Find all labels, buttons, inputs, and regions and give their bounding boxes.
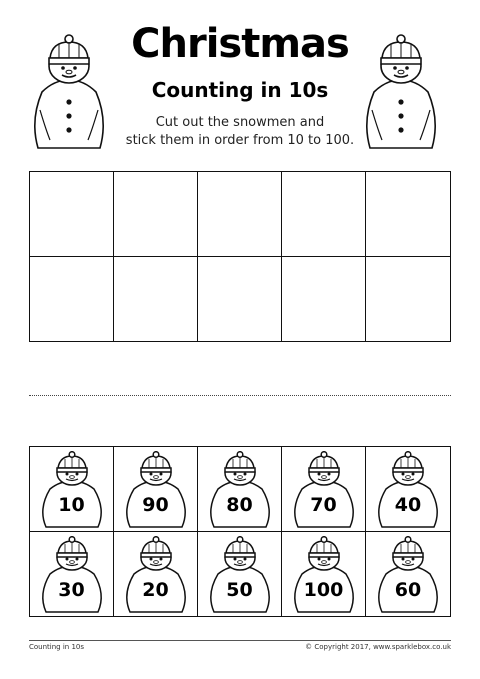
footer-title: Counting in 10s [29, 643, 84, 651]
snowman-icon [204, 451, 276, 529]
answer-cell[interactable] [114, 172, 198, 257]
snowman-icon [372, 536, 444, 614]
answer-cell[interactable] [114, 257, 198, 342]
snowman-card[interactable] [114, 447, 198, 532]
card-number: 50 [226, 578, 253, 601]
snowman-icon [36, 536, 108, 614]
answer-cell[interactable] [198, 257, 282, 342]
answer-grid [29, 171, 451, 342]
answer-cell[interactable] [366, 257, 450, 342]
snowman-card[interactable] [198, 447, 282, 532]
answer-cell[interactable] [282, 172, 366, 257]
cut-line [29, 395, 451, 396]
snowman-icon [36, 451, 108, 529]
instructions-line-1: Cut out the snowmen and [155, 115, 325, 130]
snowman-icon [120, 451, 192, 529]
snowman-card[interactable] [30, 532, 114, 617]
page-subtitle: Counting in 10s [151, 78, 329, 102]
snowman-card[interactable] [282, 532, 366, 617]
snowman-cards [29, 446, 451, 617]
card-number: 80 [226, 494, 253, 516]
card-number: 70 [310, 494, 337, 516]
snowman-card[interactable] [282, 447, 366, 532]
snowman-card[interactable] [198, 532, 282, 617]
answer-cell[interactable] [366, 172, 450, 257]
card-number: 20 [142, 578, 169, 601]
answer-cell[interactable] [30, 172, 114, 257]
card-number: 90 [142, 494, 169, 516]
snowman-icon [120, 536, 192, 614]
card-number: 100 [303, 578, 344, 601]
snowman-icon [204, 536, 276, 614]
snowman-card[interactable] [366, 532, 450, 617]
page-title: Christmas [131, 21, 349, 67]
card-number: 40 [394, 494, 422, 516]
footer-copyright: © Copyright 2017, www.sparklebox.co.uk [305, 643, 451, 651]
snowman-icon [372, 451, 444, 529]
snowman-card[interactable] [30, 447, 114, 532]
card-number: 30 [58, 578, 85, 601]
snowman-card[interactable] [114, 532, 198, 617]
snowman-icon [288, 451, 360, 529]
card-number: 60 [394, 578, 422, 601]
snowman-icon [288, 536, 360, 614]
footer-divider [29, 640, 451, 641]
answer-cell[interactable] [30, 257, 114, 342]
snowman-card[interactable] [366, 447, 450, 532]
card-number: 10 [58, 494, 85, 516]
answer-cell[interactable] [282, 257, 366, 342]
answer-cell[interactable] [198, 172, 282, 257]
instructions-line-2: stick them in order from 10 to 100. [125, 133, 355, 148]
